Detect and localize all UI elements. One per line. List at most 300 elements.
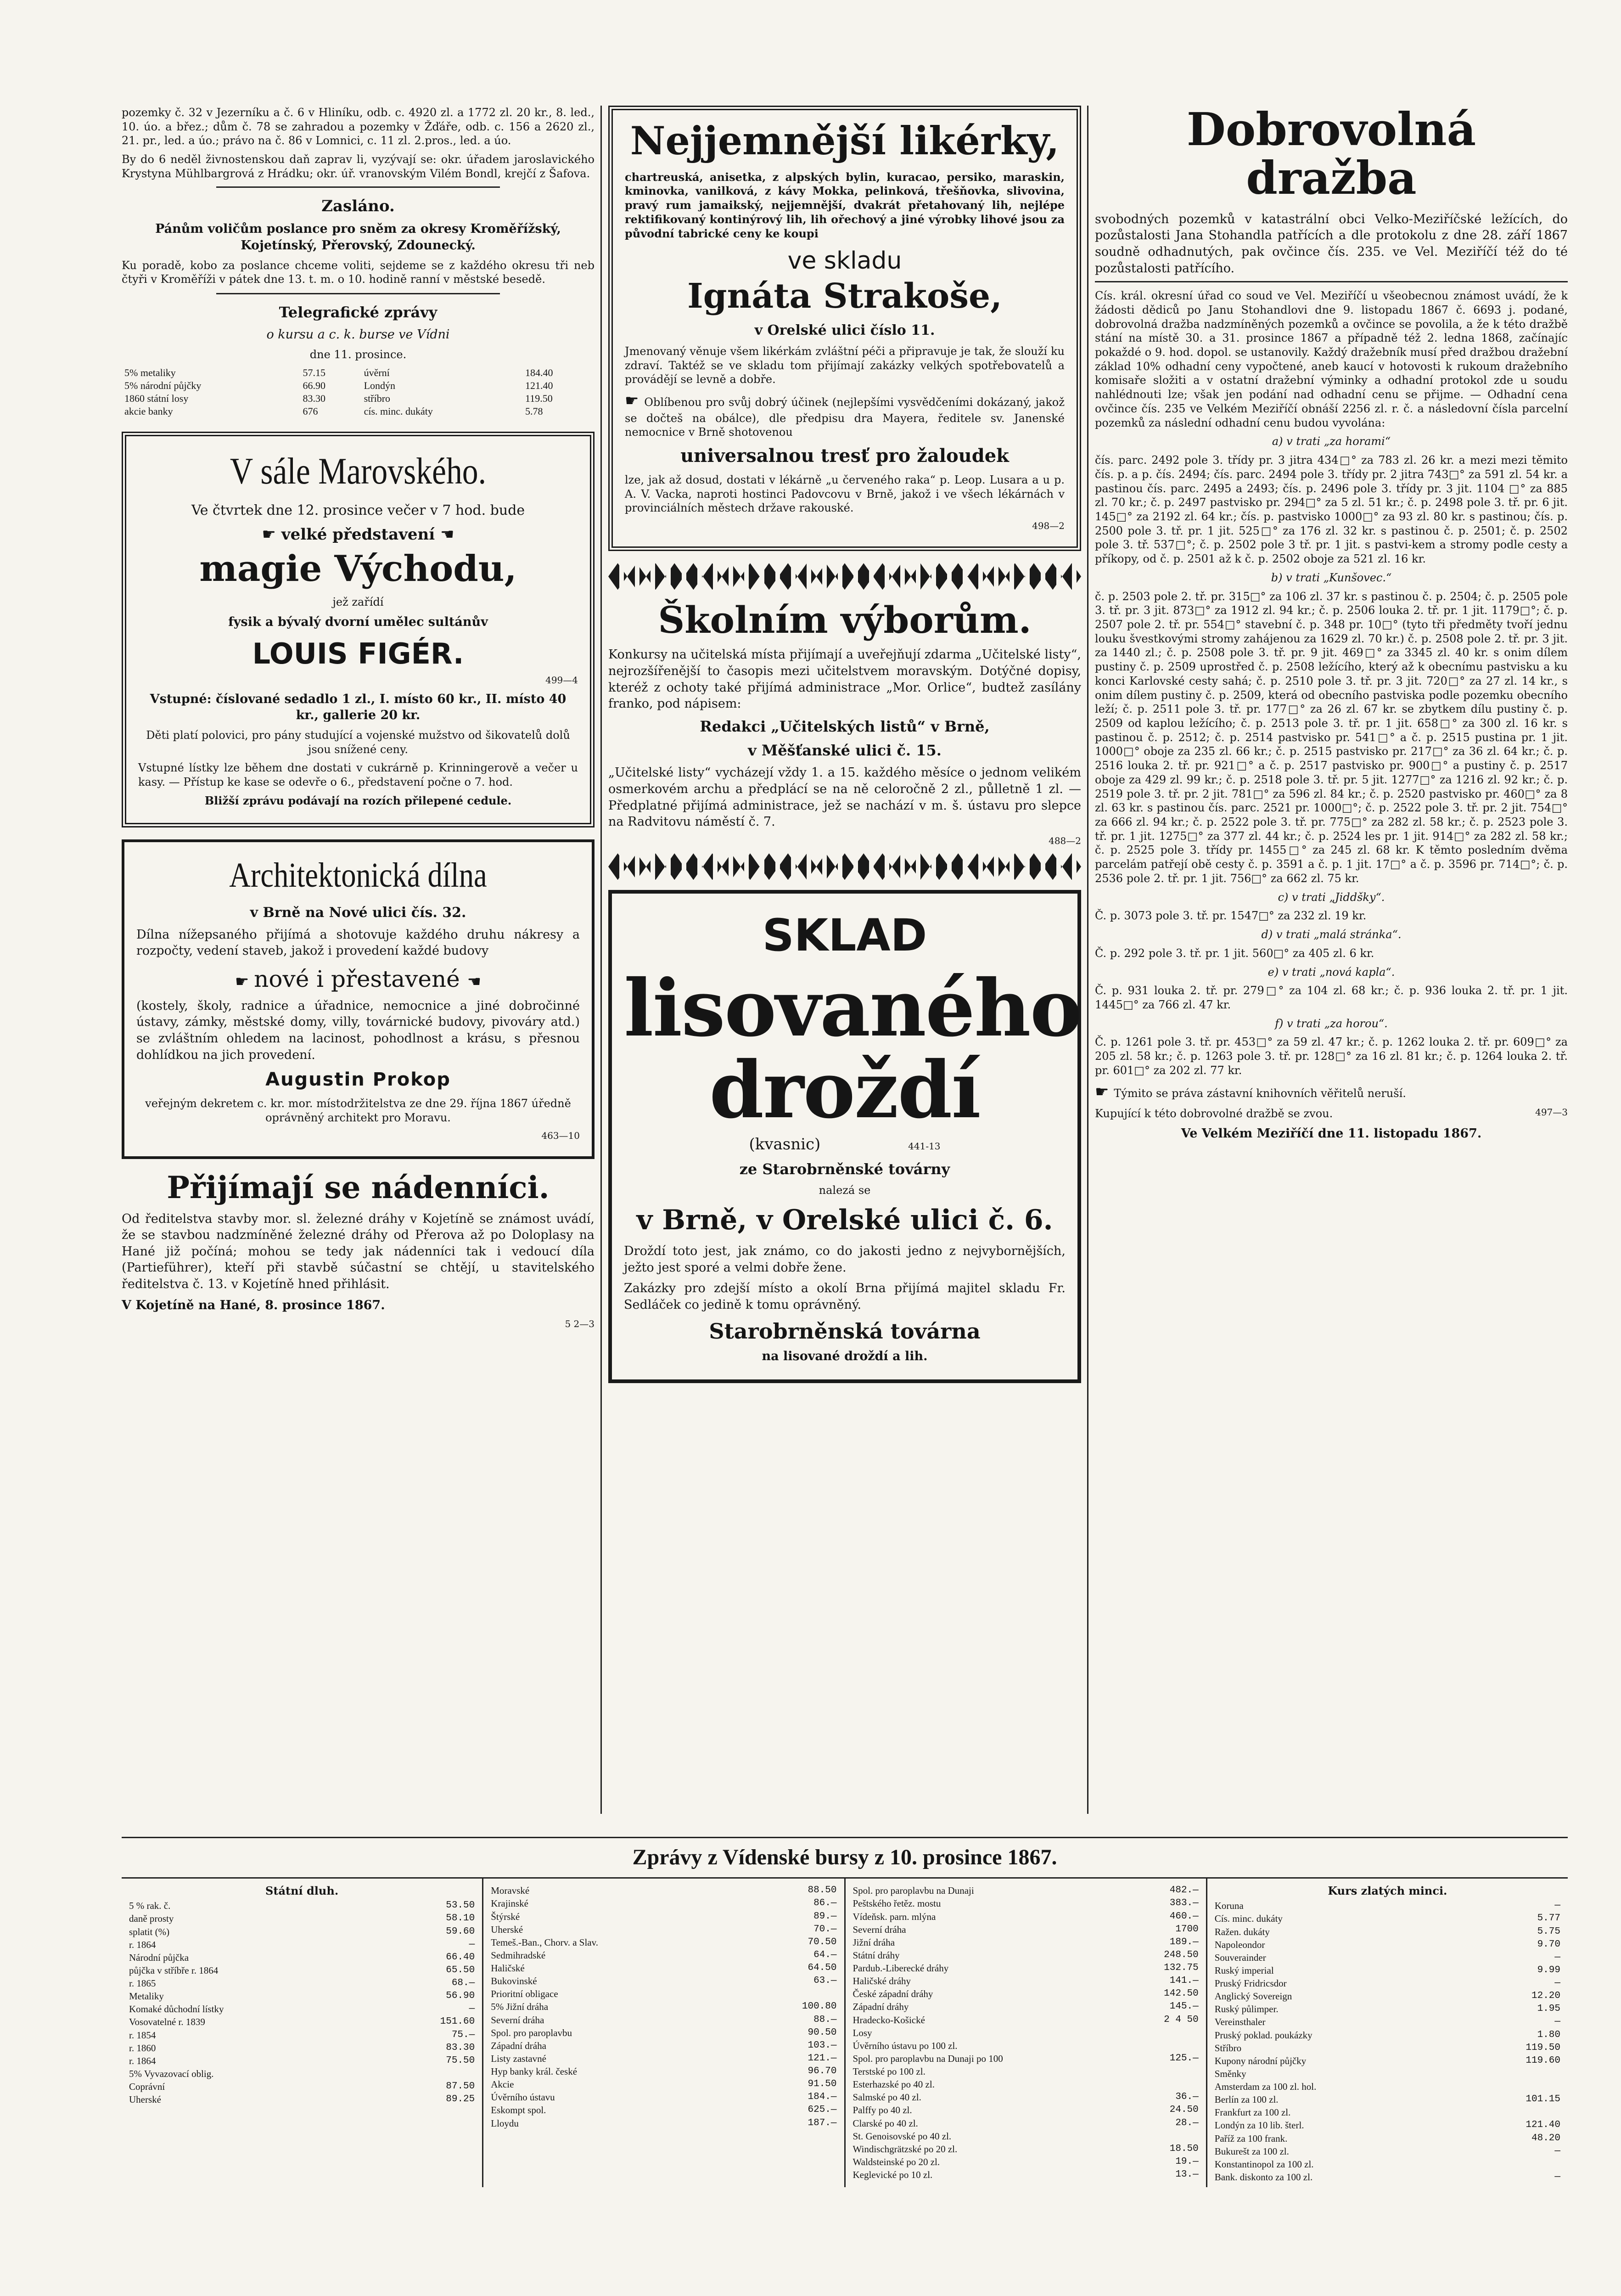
bursa-value: 18.50 [1169,2143,1199,2154]
drazba-title: Dobrovolná dražba [1186,103,1476,205]
bursa-label: r. 1860 [129,2042,156,2054]
bursa-label: daně prosty [129,1913,174,1925]
bursa-label: České západní dráhy [853,1988,933,2000]
likery-body2-text: Oblíbenou pro svůj dobrý účinek (nejlepšími vysvědčeními dokázaný, jakož se dočteš na obálce), dle předpisu dra Mayera, ředitele sv. Janenské nemocnice v Brně shotovenou [625,396,1065,439]
bursa-row [853,2039,1199,2052]
bursa-label: Západní dráha [491,2040,546,2051]
bursa-row [853,1962,1199,1975]
table-row [122,405,595,418]
bursa-value: 89.— [813,1911,837,1922]
bursa-row [1215,1977,1560,1990]
sklad-sig1: Starobrněnská továrna [709,1319,981,1344]
bursa-row [1215,1951,1560,1964]
bursa-row [1215,2042,1560,2054]
bursa-label: Úvěrního ústavu [491,2092,555,2103]
bursa-value: 59.60 [446,1926,475,1937]
bursa-row [129,2067,475,2080]
bursa-row [1215,1990,1560,2003]
bursa-section [122,1837,1568,2187]
right-column [1095,103,1568,1146]
bursa-row [1215,1912,1560,1925]
marovsky-name: LOUIS FIGÉR. [252,636,464,670]
drazba-body: Cís. král. okresní úřad co soud ve Vel. Meziříčí u všeobecnou známost uvádí, že k žádosti dědiců po Janu Stohandlovi dne 9. listopadu 1867 č. 6693 j. podané, dobrovolná dražba nadzmíněných pozemků a ovčince se povolila, a že k této dražbě stání na místě 30. a 31. prosince 1867 a případně též 2. ledna 1868, začínajíc pokaždé o 9. hod. dopol. se ustanovily. Každý dražebník musí před dražbou dražební základ 10% odhadní ceny vypočtené, aneb kaucí v hotovosti k rukoum dražebního komisaře složiti a v ostatní dražební výminky a odhadní protokol zde u soudu nahlédnouti lze; však jen podání nad odhadní cenu se přijme. — Odhadní cena ovčince čís. 235 ve Velkém Meziříčí obnáší 2256 zl. r. č. a následovní čísla parcelní pozemků za následní odhadní cenu budou vyvolána: [1095,289,1568,429]
bursa-row [1215,1925,1560,1938]
bursa-label: Státní dráhy [853,1949,900,1961]
bursa-value: — [1554,2145,1560,2156]
bursa-value: 24.50 [1169,2105,1199,2116]
bursa-label: r. 1854 [129,2029,156,2041]
zaslano-lead: Pánům voličům poslance pro sněm za okresy Kroměřížský, Kojetínský, Přerovský, Zdounecký. [155,222,561,253]
bursa-value: — [1554,1952,1560,1963]
bursa-value: — [1554,2016,1560,2027]
bursa-label: Akcie [491,2079,514,2090]
bursa-value: — [1554,1900,1560,1911]
bursa-label: Londýn za 10 lib. šterl. [1214,2120,1304,2131]
rate-label: 1860 státní losy [124,392,189,404]
architekt-creds: veřejným dekretem c. kr. mor. místodržitelstva ze dne 29. října 1867 úředně oprávněný architekt pro Moravu. [145,1097,571,1124]
bursa-row [491,2078,836,2091]
marovsky-headline: magie Východu, [199,548,517,590]
bursa-value: 142.50 [1164,1988,1199,1999]
bursa-value: 141.— [1169,1975,1199,1986]
bursa-value: 88.50 [808,1885,837,1896]
sklad-from: ze Starobrněnské továrny [739,1160,950,1178]
bursa-value: 121.— [808,2053,837,2064]
architekt-loc: v Brně na Nové ulici čís. 32. [250,904,466,921]
table-row [122,392,595,405]
bursa-row [853,2117,1199,2130]
likery-street: v Orelské ulici číslo 11. [754,322,935,339]
bursa-label: St. Genoisovské po 40 zl. [853,2130,952,2142]
rate-value: 57.15 [303,366,325,378]
bursa-label: Konstantinopol za 100 zl. [1214,2158,1314,2170]
bursa-label: Národní půjčka [129,1952,189,1963]
bursa-row [853,2000,1199,2013]
bursa-label: Pruský Fridricsdor [1214,1978,1287,1989]
table-row [122,379,595,392]
drazba-note-text: Týmito se práva zástavní knihovních věřitelů neruší. [1114,1086,1406,1100]
bursa-row [129,1990,475,2003]
bursa-label: Štýrské [491,1911,520,1922]
bursa-value: 9.99 [1537,1964,1560,1975]
bursa-row [1215,2158,1560,2171]
sklad-title3: droždí [709,1044,980,1137]
pointing-hand-icon: ☛ [262,525,281,544]
bursa-value: 36.— [1175,2092,1199,2103]
marovsky-line4: fysik a bývalý dvorní umělec sultánův [228,614,488,629]
intro-notice: pozemky č. 32 v Jezerníku a č. 6 v Hliníku, odb. c. 4920 zl. a 1772 zl. 20 kr., 8. led., 10. úo. a břez.; dům č. 78 se zahradou a pozemky v Žďáře, odb. c. 156 a 2620 zl., 21. pr., led. a úo.; právo na č. 86 v Lomnici, c. 11 zl. 2.pros., led. a úo. [122,106,595,147]
marovsky-line2 [138,524,578,545]
rate-value: 66.90 [303,379,325,391]
architekt-big [136,964,580,994]
bursa-row [853,2065,1199,2078]
rate-label: Londýn [364,379,396,391]
bursa-row [1215,2093,1560,2106]
bursa-label: Spol. pro paroplavbu [491,2027,572,2038]
bursa-row [853,1949,1199,1962]
bursa-row [853,2130,1199,2143]
bursa-value: 90.50 [808,2027,837,2038]
bursa-row [129,2015,475,2028]
marovsky-line3: jež zařídí [332,596,384,609]
sklad-where: v Brně, v Orelské ulici č. 6. [636,1204,1053,1236]
bursa-value: 66.40 [446,1952,475,1963]
bursa-col-4 [1207,1879,1568,2187]
likery-body3: lze, jak až dosud, dostati v lékárně „u červeného raka“ p. Leop. Lusara a u p. A. V. Vacka, naproti hostinci Padovcovu v Brně, jakož i ve všech lékárnách v provinciálních městech države rakouské. [625,473,1065,515]
likery-body: Jmenovaný věnuje všem likérkám zvláštní péči a připravuje je tak, že slouží ku zdraví. Taktéž se ve skladu tom přijímají zakázky velkých spotřebovatelů a provádějí se levně a dobře. [625,344,1065,386]
rate-label: cís. minc. dukáty [364,405,433,417]
pointing-hand-icon: ☛ [1095,1082,1114,1101]
bursa-row [853,2143,1199,2155]
bursa-row [1215,2080,1560,2093]
bursa-title: Zprávy z Vídenské bursy z 10. prosince 1867. [632,1845,1057,1869]
bursa-label: splatit (%) [129,1926,170,1937]
bursa-label: 5% Jižní dráha [491,2001,549,2013]
bursa-label: Temeš.-Ban., Chorv. a Slav. [491,1936,599,1948]
likery-list: chartreuská, anisetka, z alpských bylin, kuracao, persiko, maraskin, kminovka, vanilková, z kávy Mokka, pelinková, třešňovka, slivovina, pravý rum jamaikský, nejjemnější, dvakrát přetahovaný lih, nejlépe rektifikovaný kontinýrový lih, lih ořechový a jiné výrobky lihové jsou za původní tabrické ceny ke koupi [625,170,1065,240]
bursa-label: Moravské [491,1885,530,1896]
bursa-label: Bukurešt za 100 zl. [1214,2145,1289,2157]
bursa-row [491,1949,836,1962]
bursa-label: Spol. pro paroplavbu na Dunaji po 100 [853,2053,1003,2064]
bursa-value: 87.50 [446,2081,475,2092]
bursa-row [491,1987,836,2000]
bursa-value: 460.— [1169,1911,1199,1922]
sklad-body: Droždí toto jest, jak známo, co do jakosti jedno z nejvybornějších, ježto jest sporé a velmi dobře žene. [624,1244,1066,1275]
bursa-row [129,2093,475,2106]
bursa-row [491,2052,836,2065]
zaslano-heading: Zasláno. [321,197,395,215]
bursa-col-1 [122,1879,483,2187]
bursa-label: Uherské [129,2094,161,2105]
drazba-f-body: Č. p. 1261 pole 3. tř. pr. 453□° za 59 zl. 47 kr.; č. p. 1262 louka 2. tř. pr. 609□° za 205 zl. 58 kr.; č. p. 1263 pole 3. tř. pr. 128□° za 16 zl. 81 kr.; č. p. 1264 louka 2. tř. pr. 601□° za 202 zl. 77 kr. [1095,1035,1568,1077]
bursa-row [491,2065,836,2078]
bursa-row [491,2104,836,2116]
bursa-label: Paříž za 100 frank. [1214,2133,1288,2144]
bursa-value: 184.— [808,2092,837,2103]
bursa-row [853,1987,1199,2000]
architekt-ad [122,839,595,1159]
skolnim-addr2: v Měšťanské ulici č. 15. [748,742,942,760]
bursa-value: 68.— [451,1978,475,1989]
drazba-e: e) v trati „nová kapla“. [1268,965,1395,979]
marovsky-kids: Děti platí polovici, pro pány studující a vojenské mužstvo od šikovatelů dolů jsou snížené ceny. [146,729,570,756]
bursa-value: 89.25 [446,2094,475,2105]
nadennici-body: Od ředitelstva stavby mor. sl. železné dráhy v Kojetíně se známost uvádí, že se stavbou nadzmíněné železné dráhy od Přerova až po Doloplasy na Hané již počíná; mohou se tedy jak nádenníci tak i vedoucí díla (Partieführer), kteří při stavbě súčastní se chtějí, u stavitelského ředitelstva č. 13. v Kojetíně hned přihlásit. [122,1211,595,1292]
bursa-value: 101.15 [1526,2094,1560,2105]
bursa-value: 65.50 [446,1964,475,1975]
column-divider-left [600,106,602,1814]
bursa-row [853,1975,1199,1987]
drazba-b: b) v trati „Kunšovec.“ [1271,571,1392,584]
rate-value: 184.40 [525,366,553,378]
sklad-kvasnic [624,1134,1066,1155]
bursa-col-head: Kurs zlatých minci. [1328,1884,1447,1898]
bursa-label: 5% Vyvazovací oblig. [129,2068,214,2079]
rate-label: akcie banky [124,405,173,417]
bursa-row [491,1897,836,1910]
bursa-label: Haličské dráhy [853,1975,911,1987]
bursa-value: 5.75 [1537,1926,1560,1937]
rate-value: 676 [303,405,318,417]
drazba-lead: svobodných pozemků v katastrální obci Velko-Meziříčské ležících, do pozůstalosti Jana Stohandla patřících a dle protokolu z dne 28. září 1867 soudně odhadnutých, pak ovčince čís. 235. ve Vel. Meziříčí též do té pozůstalosti patřícího. [1095,212,1568,276]
bursa-row [491,2117,836,2130]
likery-ve: ve skladu [787,247,902,275]
bursa-row [1215,2029,1560,2042]
table-row [122,366,595,379]
bursa-value: — [469,1939,475,1950]
bursa-label: Souverainder [1214,1952,1266,1963]
bursa-value: 64.— [813,1949,837,1960]
bursa-label: Ruský imperial [1214,1964,1274,1976]
architekt-title: Architektonická dílna [229,855,487,895]
bursa-label: Úvěrního ústavu po 100 zl. [853,2040,958,2051]
bursa-row [129,2042,475,2054]
bursa-value: 28.— [1175,2117,1199,2128]
bursa-row [853,2155,1199,2168]
bursa-value: 12.20 [1531,1991,1560,2002]
bursa-value: 125.— [1169,2053,1199,2064]
nadennici-title: Přijímají se nádenníci. [167,1169,550,1205]
bursa-row [129,1938,475,1951]
telegraf-date: dne 11. prosince. [309,348,407,361]
bursa-label: Lloydu [491,2117,519,2129]
rate-value: 119.50 [525,392,553,404]
drazba-c: c) v trati „Jiddšky“. [1278,890,1385,904]
divider [1095,281,1568,282]
architekt-body: Dílna nížepsaného přijímá a shotovuje každého druhu nákresy a rozpočty, vedení staveb, jakož i provedení každé budovy [136,927,580,958]
zaslano-body: Ku poradě, kobo za poslance chceme voliti, sejdeme se z každého okresu tři neb čtyři v Kroměříži v pátek dne 13. t. m. o 10. hodině ranní v městské besedě. [122,259,595,286]
bursa-label: půjčka v stříbře r. 1864 [129,1964,219,1976]
drazba-a: a) v trati „za horami“ [1272,435,1391,448]
ornamental-border [608,563,1081,590]
bursa-value: 145.— [1169,2001,1199,2012]
marovsky-line2-text: velké představení [281,525,435,544]
drazba-a-body: čís. parc. 2492 pole 3. třídy pr. 3 jitra 434□° za 783 zl. 26 kr. a mezi mezi těmito čís. p. a p. čís. 2494; čís. parc. 2494 pole 3. třídy pr. 2 jitra 743□° za 591 zl. 54 kr. a pastinou čís. parc. 2495 a 2493; čís. p. 2496 pole 3. třídy pr. 3 jit. 1104 □° za 885 zl. 70 kr.; č. p. 2497 pastvisko pr. 294□° za 5 zl. 51 kr.; č. p. 2498 pole 3. tř. pr. 6 jit. 145□° za 2192 zl. 64 kr.; čís. p. pastvisko 1000□° za 93 zl. 80 kr. s pastinou; čís. p. 2500 pole 3. tř. pr. 1 jit. 525□° za 176 zl. 32 kr. s pastinou č. p. 2501; č. p. 2502 pole 3. tř. 537□°; č. p. 2502 pole 3 tř. pr. 1 jit. s pastvi-kem a stromy podle cesty a příkopy, od č. p. 2501 až k č. p. 2502 oboje za 521 zl. 16 kr. [1095,454,1568,566]
sklad-title2: lisovaného [624,962,1081,1054]
bursa-label: Listy zastavné [491,2053,546,2064]
bursa-row [853,1936,1199,1949]
bursa-label: Berlín za 100 zl. [1214,2094,1279,2105]
drazba-d-body: Č. p. 292 pole 3. tř. pr. 1 jit. 560□° za 405 zl. 6 kr. [1095,946,1374,960]
bursa-label: Ruský půlimper. [1214,2003,1279,2015]
bursa-row [853,2014,1199,2026]
bursa-value: 119.50 [1526,2042,1560,2053]
pointing-hand-icon: ☛ [625,392,645,411]
rate-value: 121.40 [525,379,553,391]
bursa-label: Bukovinské [491,1975,537,1987]
pointing-hand-icon: ☚ [467,972,482,991]
drazba-invite [1095,1107,1568,1121]
column-divider-right [1087,106,1088,1814]
nadennici-ad [122,1171,595,1330]
bursa-row [491,1975,836,1987]
bursa-label: Coprávní [129,2081,165,2093]
drazba-b-body: č. p. 2503 pole 2. tř. pr. 315□° za 106 zl. 37 kr. s pastinou č. p. 2504; č. p. 2505 pole 3. tř. pr. 3 jit. 873□° za 1912 zl. 94 kr.; č. p. 2506 louka 2. tř. pr. 1 jit. 1179□°; č. p. 2507 pole 2. tř. pr. 554□° stavební č. p. 348 pr. 10□° (tyto tři předměty tvoří jednu louku švestkovými stromy zahájenou za 1629 zl. 70 kr.) č. p. 2508 pole 2. tř. pr. 3 jit. za 1440 zl.; č. p. 2508 pole 3. tř. pr. 9 jit. 469□° za 3345 zl. 40 kr. s onim dílem pustiny č. p. 2509 uprostřed č. p. 2508 ležícího, který až k obecnímu pastvisku a ku konci Karlovské cesty sahá; č. p. 2510 pole 3. tř. pr. 3 jit. 720□° za 27 zl. 14 kr., s onim dílem pustiny č. p. 2509, která od obecního pastviska podle pozemku obecního leží; č. p. 2511 pole 3. tř. pr. 177□° za 26 zl. 67 kr. se zbytkem dílu pustiny č. p. 2509 od kaplou ležícího; č. p. 2513 pole 3. tř. pr. 1 jit. 658□° za 300 zl. 16 kr. s pastinou č. p. 2512; č. p. 2514 pastvisko pr. 541□° a č. p. 2515 pustina pr. 1 jit. 1000□° oboje za 235 zl. 66 kr.; č. p. 2515 pastvisko pr. 217□° za 36 zl. 64 kr.; č. p. 2516 louka 2. tř. pr. 921□° a č. p. 2517 pastvisko pr. 900□° a pustiny č. p. 2517 oboje za 429 zl. 99 kr.; č. p. 2518 pole 3. tř. pr. 5 jit. 1277□° za 1216 zl. 92 kr.; č. p. 2519 pole 3. tř. pr. 2 jit. 781□° za 596 zl. 84 kr.; č. p. 2520 pastvisko pr. 460□° za 8 zl. 63 kr. s pastinou čís. parc. 2521 pr. 1000□°; č. p. 2522 pole 3. tř. pr. 2 jit. 754□° za 666 zl. 94 kr.; č. p. 2522 pole 3. tř. pr. 775□° za 282 zl. 58 kr.; č. p. 2523 pole 3. tř. pr. 1 jit. 1275□° za 377 zl. 44 kr.; č. p. 2524 les pr. 1 jit. 914□° za 282 zl. 58 kr.; č. p. 2525 pole 3. třídy pr. 1455□° za 245 zl. 68 kr. K těmto posledním dvěma parcelám patřejí obě cesty č. p. 3591 a č. p. 1 jit. 17□° a č. p. 3596 pr. 714□°; č. p. 2536 pole 2. tř. pr. 1 jit. 756□° za 662 zl. 75 kr. [1095,590,1568,885]
bursa-label: Západní dráhy [853,2001,909,2013]
bursa-row [129,1899,475,1912]
marovsky-ad [122,432,595,827]
drazba-invite-text: Kupující k této dobrovolné dražbě se zvou. [1095,1107,1333,1120]
bursa-label: Amsterdam za 100 zl. hol. [1214,2081,1317,2093]
bursa-row [853,1897,1199,1910]
bursa-row [1215,2171,1560,2183]
bursa-label: Jižní dráha [853,1936,895,1948]
bursa-label: Severní dráha [491,2014,544,2026]
bursa-value: 70.50 [808,1936,837,1947]
ref-number: 5 2—3 [565,1318,595,1330]
bursa-row [491,1884,836,1897]
bursa-value: 189.— [1169,1936,1199,1947]
bursa-label: Stříbro [1214,2042,1242,2054]
bursa-row [1215,2132,1560,2145]
bursa-row [1215,2067,1560,2080]
bursa-label: Palffy po 40 zl. [853,2105,912,2116]
likery-ad [608,106,1081,551]
marovsky-more: Bližší zprávu podávají na rozích přilepené cedule. [204,793,512,807]
bursa-row [853,1884,1199,1897]
skolnim-ad [608,600,1081,847]
bursa-row [491,1962,836,1975]
bursa-value: 1.80 [1537,2029,1560,2040]
bursa-label: Haličské [491,1963,525,1974]
rate-value: 5.78 [525,405,543,417]
telegraf-sub: o kursu a c. k. burse ve Vídni [266,327,450,342]
bursa-row [853,2168,1199,2181]
bursa-value: 121.40 [1526,2120,1560,2131]
pointing-hand-icon: ☛ [235,972,254,991]
middle-column [608,106,1081,1395]
bursa-row [853,2091,1199,2104]
architekt-body2: (kostely, školy, radnice a úřadnice, nemocnice a jiné dobročinné ústavy, zámky, městské domy, villy, továrnické budovy, pivováry atd.) se zvláštním ohledem na lacinost, pohodlnost a krásu, s přesnou dohlídkou na jich provedení. [136,998,580,1062]
bursa-row [1215,2106,1560,2119]
bursa-row [129,2080,475,2093]
bursa-row [129,1951,475,1964]
bursa-value: — [1554,1978,1560,1989]
bursa-label: r. 1865 [129,1978,156,1989]
bursa-label: Koruna [1214,1900,1244,1912]
bursa-row [129,2054,475,2067]
bursa-col-2 [483,1879,845,2187]
rate-label: 5% národní půjčky [124,379,202,391]
intro-notice-2: By do 6 neděl živnostenskou daň zaprav li, vyzývají se: okr. úřadem jaroslavického Krystyna Mühlbargrová z Hrádku; okr. úř. vranovským Vilém Bondl, krejčí z Šafova. [122,153,595,180]
ref-number: 497—3 [1535,1107,1568,1118]
bursa-row [853,1923,1199,1936]
bursa-label: 5 % rak. č. [129,1900,171,1912]
ref-number: 499—4 [545,675,578,686]
bursa-label: Severní dráha [853,1924,906,1935]
bursa-value: 2 4 50 [1164,2014,1199,2025]
bursa-value: 70.— [813,1924,837,1935]
drazba-d: d) v trati „malá stránka“. [1261,928,1402,941]
bursa-label: Salmské po 40 zl. [853,2092,921,2103]
bursa-label: Cís. minc. dukáty [1214,1913,1283,1925]
bursa-row [853,2026,1199,2039]
divider [122,1837,1568,1838]
bursa-label: Směnky [1214,2068,1246,2079]
marovsky-title: V sále Marovského. [230,450,487,492]
bursa-value: 63.— [813,1975,837,1986]
bursa-label: Vereinsthaler [1214,2016,1266,2028]
pointing-hand-icon: ☚ [440,525,454,544]
bursa-value: 58.10 [446,1913,475,1924]
skolnim-addr1: Redakci „Učitelských listů“ v Brně, [700,717,990,735]
bursa-label: Pardub.-Liberecké dráhy [853,1963,949,1974]
bursa-row [491,2026,836,2039]
ref-number: 463—10 [541,1130,580,1141]
likery-body2 [625,391,1065,439]
bursa-table [122,1877,1568,2187]
bursa-row [1215,2054,1560,2067]
marovsky-tickets: Vstupné lístky lze během dne dostati v cukrárně p. Krinningerově a večer u kasy. — Přístup ke kase se odevře o 6., představení počne o 7. hod. [138,761,578,789]
bursa-row [129,2003,475,2015]
bursa-value: 91.50 [808,2079,837,2090]
bursa-row [129,1925,475,1938]
rate-label: 5% metaliky [124,366,176,378]
bursa-value: 151.60 [440,2016,475,2027]
bursa-value: 9.70 [1537,1939,1560,1950]
bursa-value: 56.90 [446,1991,475,2002]
bursa-label: Eskompt spol. [491,2105,546,2116]
bursa-label: Kupony národní půjčky [1214,2055,1307,2066]
ref-number: 498—2 [1032,520,1065,531]
skolnim-body2: „Učitelské listy“ vycházejí vždy 1. a 15. každého měsíce o jednom velikém osmerkovém archu a předplácí se na ně celoročně 2 zl., půlletně 1 zl. — Předplatné přijímá administrace, jež se nachází v m. š. ústavu pro slepce na Radvitovu náměstí č. 7. [608,765,1081,829]
bursa-row [1215,1938,1560,1951]
sklad-nalezi: nalezá se [819,1184,871,1197]
bursa-value: 48.20 [1531,2133,1560,2144]
drazba-e-body: Č. p. 931 louka 2. tř. pr. 279□° za 104 zl. 68 kr.; č. p. 936 louka 2. tř. pr. 1 jit. 1445□° za 766 zl. 47 kr. [1095,984,1568,1011]
bursa-label: Krajinské [491,1898,528,1909]
bursa-row [129,1977,475,1990]
bursa-value: 482.— [1169,1885,1199,1896]
ornamental-border [608,853,1081,880]
likery-title: Nejjemnější likérky, [630,118,1060,163]
bursa-label: Ražen. dukáty [1214,1926,1270,1937]
telegraf-section [122,303,595,418]
ref-number: 441-13 [908,1140,941,1152]
likery-name: Ignáta Strakoše, [687,276,1002,316]
bursa-value: 75.50 [446,2055,475,2066]
bursa-label: Terstské po 100 zl. [853,2066,925,2077]
bursa-label: Vídeňsk. parn. mlýna [853,1911,936,1922]
ref-number: 488—2 [1049,835,1081,846]
bursa-row [129,1912,475,1925]
bursa-value: 248.50 [1164,1949,1199,1960]
bursa-label: Sedmihradské [491,1949,546,1961]
bursa-label: Peštského řetěz. mostu [853,1898,941,1909]
bursa-label: Hradecko-Košické [853,2014,925,2026]
bursa-label: Bank. diskonto za 100 zl. [1214,2171,1313,2183]
bursa-value: — [1554,2171,1560,2182]
drazba-note [1095,1082,1568,1103]
telegraf-table [122,366,595,418]
bursa-label: r. 1864 [129,2055,156,2066]
likery-trest: universalnou tresť pro žaloudek [680,445,1009,467]
drazba-sign: Ve Velkém Meziříčí dne 11. listopadu 1867. [1181,1126,1482,1141]
bursa-row [853,2104,1199,2116]
bursa-label: Waldsteinské po 20 zl. [853,2156,940,2167]
architekt-big-text: nové i přestavené [254,965,460,992]
marovsky-line1: Ve čtvrtek dne 12. prosince večer v 7 hod. bude [191,502,525,518]
bursa-value: 625.— [808,2105,837,2116]
bursa-value: 83.30 [446,2042,475,2053]
drazba-f: f) v trati „za horou“. [1275,1017,1388,1030]
bursa-row [129,2029,475,2042]
left-column [122,106,595,1335]
telegraf-heading: Telegrafické zprávy [279,304,438,321]
bursa-label: Anglický Sovereign [1214,1991,1292,2002]
bursa-value: 88.— [813,2014,837,2025]
